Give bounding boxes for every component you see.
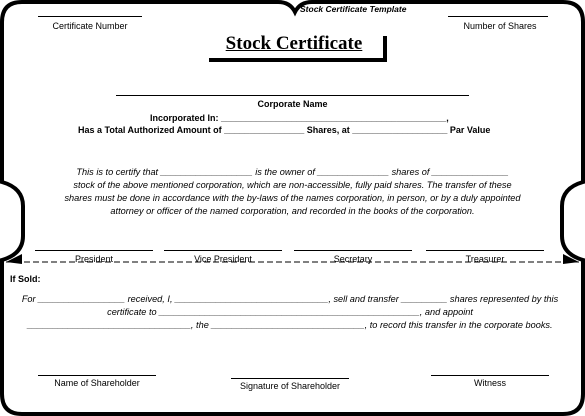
vice-president-label: Vice President bbox=[194, 254, 252, 264]
number-of-shares-label: Number of Shares bbox=[463, 21, 537, 31]
paragraph-line: attorney or officer of the named corporation, and recorded in the books of the corporation. bbox=[110, 206, 475, 216]
paragraph-line: shares must be done in accordance with the by-laws of the names corporation, in person, or by a duly appointed bbox=[64, 193, 521, 203]
transfer-line-3: ________________________________, the ______________________________, to record this transfer in the corporate books. bbox=[27, 320, 553, 330]
corporate-name-label: Corporate Name bbox=[257, 99, 328, 109]
transfer-line-2: certificate to ___________________________________________________, and appoint bbox=[107, 307, 473, 317]
transfer-line-1: For _________________ received, I, ______________________________, sell and transfer _________ shares represented by this bbox=[21, 294, 559, 304]
authorized-amount-line: Has a Total Authorized Amount of ________________ Shares, at ___________________ Par Value bbox=[78, 125, 491, 135]
template-label: Stock Certificate Template bbox=[300, 4, 407, 14]
treasurer-label: Treasurer bbox=[465, 254, 505, 264]
paragraph-line: This is to certify that __________________ is the owner of ______________ shares of _______________ bbox=[76, 167, 509, 177]
president-label: President bbox=[74, 254, 114, 264]
incorporated-in-line: Incorporated In: _____________________________________________, bbox=[150, 113, 449, 123]
shareholder-name-line bbox=[38, 375, 156, 376]
certificate-number-label: Certificate Number bbox=[52, 21, 128, 31]
president-signature-line bbox=[35, 250, 153, 251]
witness-label: Witness bbox=[473, 378, 506, 388]
secretary-label: Secretary bbox=[333, 254, 373, 264]
vice-president-signature-line bbox=[164, 250, 282, 251]
number-of-shares-line bbox=[448, 16, 548, 17]
shareholder-signature-label: Signature of Shareholder bbox=[239, 381, 341, 391]
treasurer-signature-line bbox=[426, 250, 544, 251]
if-sold-heading: If Sold: bbox=[10, 274, 41, 284]
secretary-signature-line bbox=[294, 250, 412, 251]
certification-paragraph bbox=[40, 166, 545, 218]
shareholder-signature-line bbox=[231, 378, 349, 379]
page-title: Stock Certificate bbox=[225, 33, 363, 54]
corporate-name-line bbox=[116, 95, 469, 96]
certificate-number-line bbox=[38, 16, 142, 17]
paragraph-line: stock of the above mentioned corporation, which are non-accessible, fully paid shares. The transfer of these bbox=[73, 180, 512, 190]
shareholder-name-label: Name of Shareholder bbox=[54, 378, 140, 388]
witness-line bbox=[431, 375, 549, 376]
